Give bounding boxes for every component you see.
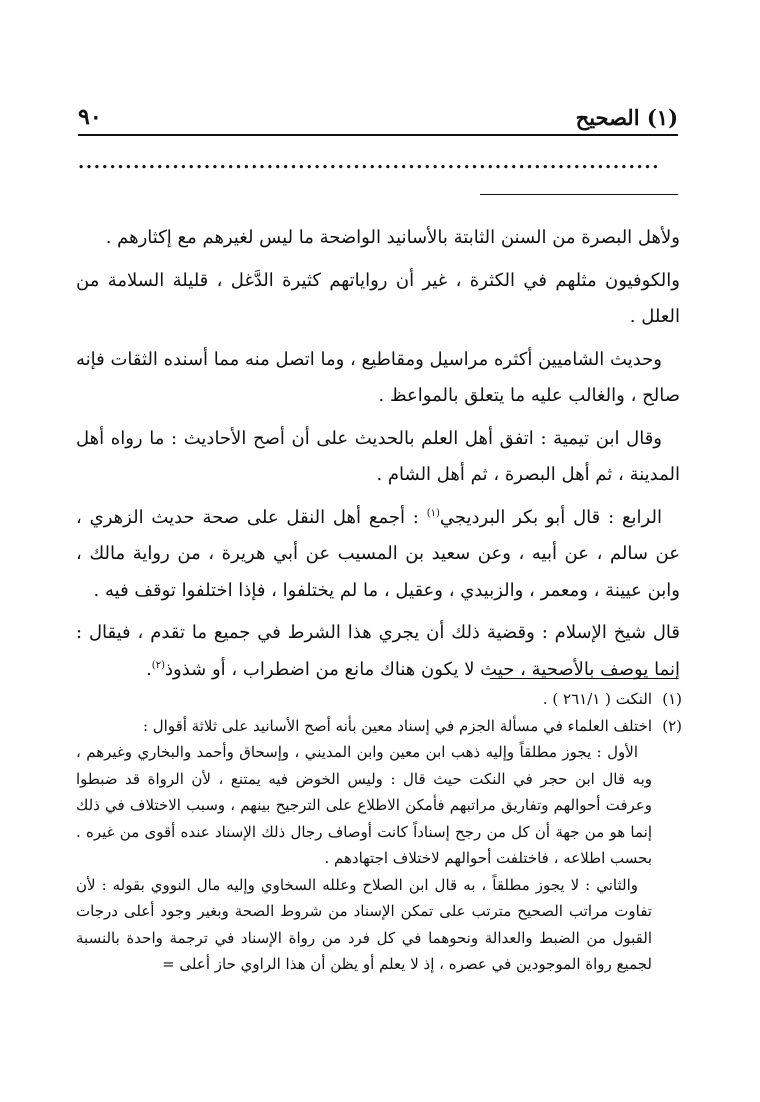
footnote-text: النكت ( ٢٦١/١ ) . — [542, 690, 652, 708]
footnote-ref-1: (١) — [426, 507, 440, 519]
separator-rule — [480, 194, 678, 195]
running-title: (١) الصحيح — [575, 105, 678, 130]
footnote-2 — [76, 713, 682, 740]
footnotes — [76, 686, 682, 978]
page-number: ٩٠ — [78, 104, 102, 130]
paragraph: ولأهل البصرة من السنن الثابتة بالأسانيد الواضحة ما ليس لغيرهم مع إكثارهم . — [105, 227, 680, 248]
footnote-number: (٢) — [662, 716, 682, 735]
paragraph: وحديث الشاميين أكثره مراسيل ومقاطيع ، وما اتصل منه مما أسنده الثقات فإنه صالح ، والغالب عليه ما يتعلق بالمواعظ . — [76, 348, 680, 406]
paragraph-start: الرابع : قال أبو بكر البرديجي — [439, 506, 662, 528]
paragraph-rest: : أجمع أهل النقل على صحة حديث الزهري ، عن سالم ، عن أبيه ، وعن سعيد بن المسيب عن أبي هريرة ، من رواية مالك ، وابن عيينة ، ومعمر ، والزبيدي ، وعقيل ، ما لم يختلفوا ، فإذا اختلفوا توقف فيه . — [76, 506, 680, 601]
paragraph: وقال ابن تيمية : اتفق أهل العلم بالحديث على أن أصح الأحاديث : ما رواه أهل المدينة ، ثم أهل البصرة ، ثم أهل الشام . — [76, 427, 680, 485]
dotted-line: .......................................................................... — [78, 152, 661, 173]
main-text — [76, 220, 680, 694]
footnote-ref-2: (٢) — [151, 659, 165, 671]
paragraph — [76, 500, 680, 610]
paragraph-start: قال شيخ الإسلام : وقضية ذلك أن يجري هذا الشرط في جميع ما تقدم ، فيقال : إنما يوصف بالأصحية ، حيث لا يكون هناك مانع من اضطراب ، أو شذوذ — [76, 622, 680, 680]
footnote-paragraph: الأول : يجوز مطلقاً وإليه ذهب ابن معين وابن المديني ، وإسحاق وأحمد والبخاري وغيرهم ، وبه قال ابن حجر في النكت حيث قال : وليس الخوض فيه يمتنع ، لأن الرواة قد ضبطوا وعرفت أحوالهم وتفاريق مراتبهم فأمكن الاطلاع على الترجيح بينهم ، وسبب الاختلاف في ذلك إنما هو من جهة أن كل من رجح إسناداً كانت أوصاف رجال ذلك الإسناد عنده أقوى من غيره . بحسب اطلاعه ، فاختلفت أحوالهم لاختلاف اجتهادهم . — [76, 743, 652, 867]
footnote-separator — [490, 678, 678, 679]
paragraph: والكوفيون مثلهم في الكثرة ، غير أن رواياتهم كثيرة الدَّغل ، قليلة السلامة من العلل . — [76, 269, 680, 327]
paragraph-end: . — [146, 658, 152, 680]
page-header — [78, 98, 678, 136]
footnote-text: اختلف العلماء في مسألة الجزم في إسناد معين بأنه أصح الأسانيد على ثلاثة أقوال : — [142, 716, 652, 735]
footnote-number: (١) — [662, 690, 682, 708]
footnote-paragraph: والثاني : لا يجوز مطلقاً ، به قال ابن الصلاح وعلله السخاوي وإليه مال النووي بقوله : لأن تفاوت مراتب الصحيح مترتب على تمكن الإسناد من شروط الصحة وبغير وجود أعلى درجات القبول من الضبط والعدالة ونحوهما في كل فرد من رواة الإسناد في ترجمة واحدة بالنسبة لجميع رواة الموجودين في عصره ، إذ لا يعلم أو يظن أن هذا الراوي حاز أعلى = — [76, 875, 652, 973]
footnote-1 — [76, 686, 682, 713]
